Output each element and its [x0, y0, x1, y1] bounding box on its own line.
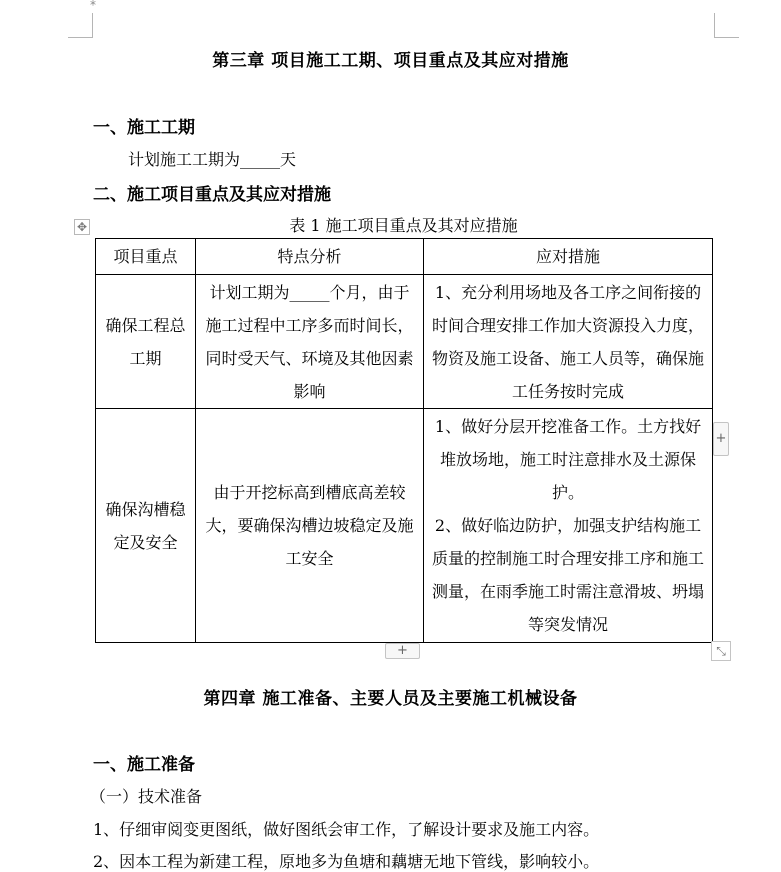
chapter-4-title[interactable]: 第四章 施工准备、主要人员及主要施工机械设备	[203, 689, 578, 709]
header-cell-key-point[interactable]: 项目重点	[96, 239, 196, 275]
cell-analysis[interactable]	[196, 275, 424, 409]
key-points-table[interactable]	[95, 238, 713, 643]
asterisk-mark: *	[90, 0, 96, 12]
add-row-button[interactable]: +	[385, 643, 420, 659]
cell-measures[interactable]	[424, 275, 713, 409]
cell-measures[interactable]	[424, 409, 713, 643]
table-header-row	[96, 239, 713, 275]
add-column-button[interactable]: +	[713, 422, 729, 456]
table-move-handle-icon[interactable]: ✥	[74, 219, 90, 235]
section-preparation-heading[interactable]: 一、施工准备	[93, 755, 195, 775]
cell-text: 计划工期为_____个月，由于施工过程中工序多而时间长，同时受天气、环境及其他因素影响	[205, 282, 414, 401]
header-cell-measures[interactable]: 应对措施	[424, 239, 713, 275]
cell-paragraph: 2、做好临边防护，加强支护结构施工质量的控制施工时合理安排工序和施工测量，在雨季施工时需注意滑坡、坍塌等突发情况	[431, 516, 704, 634]
cell-analysis[interactable]	[196, 409, 424, 643]
section-key-points-heading[interactable]: 二、施工项目重点及其应对措施	[93, 185, 331, 205]
cell-text: 确保工程总工期	[105, 315, 186, 368]
cell-key-point[interactable]	[96, 275, 196, 409]
cell-paragraph: 1、做好分层开挖准备工作。土方找好堆放场地，施工时注意排水及土源保护。	[434, 417, 702, 502]
page-corner-mark-top-right	[714, 13, 739, 38]
schedule-text[interactable]: 计划施工工期为_____天	[128, 150, 297, 169]
table-row	[96, 409, 713, 643]
chapter-3-title[interactable]: 第三章 项目施工工期、项目重点及其应对措施	[212, 51, 569, 71]
section-schedule-heading[interactable]: 一、施工工期	[93, 118, 195, 138]
cell-key-point[interactable]	[96, 409, 196, 643]
table-resize-handle-icon[interactable]: ⤡	[711, 641, 731, 661]
cell-text: 由于开挖标高到槽底高差较大，要确保沟槽边坡稳定及施工安全	[205, 483, 414, 568]
header-cell-analysis[interactable]: 特点分析	[196, 239, 424, 275]
table-caption[interactable]: 表 1 施工项目重点及其对应措施	[289, 216, 518, 235]
list-item[interactable]: 1、仔细审阅变更图纸，做好图纸会审工作，了解设计要求及施工内容。	[93, 820, 600, 839]
list-item[interactable]: 2、因本工程为新建工程，原地多为鱼塘和藕塘无地下管线，影响较小。	[93, 852, 600, 871]
subsection-technical-prep[interactable]: （一）技术准备	[90, 787, 203, 806]
cell-text: 1、充分利用场地及各工序之间衔接的时间合理安排工作加大资源投入力度，物资及施工设备、施工人员等，确保施工任务按时完成	[431, 282, 704, 401]
page-corner-mark-top-left	[68, 13, 93, 38]
cell-text: 确保沟槽稳定及安全	[105, 499, 186, 552]
table-row	[96, 275, 713, 409]
